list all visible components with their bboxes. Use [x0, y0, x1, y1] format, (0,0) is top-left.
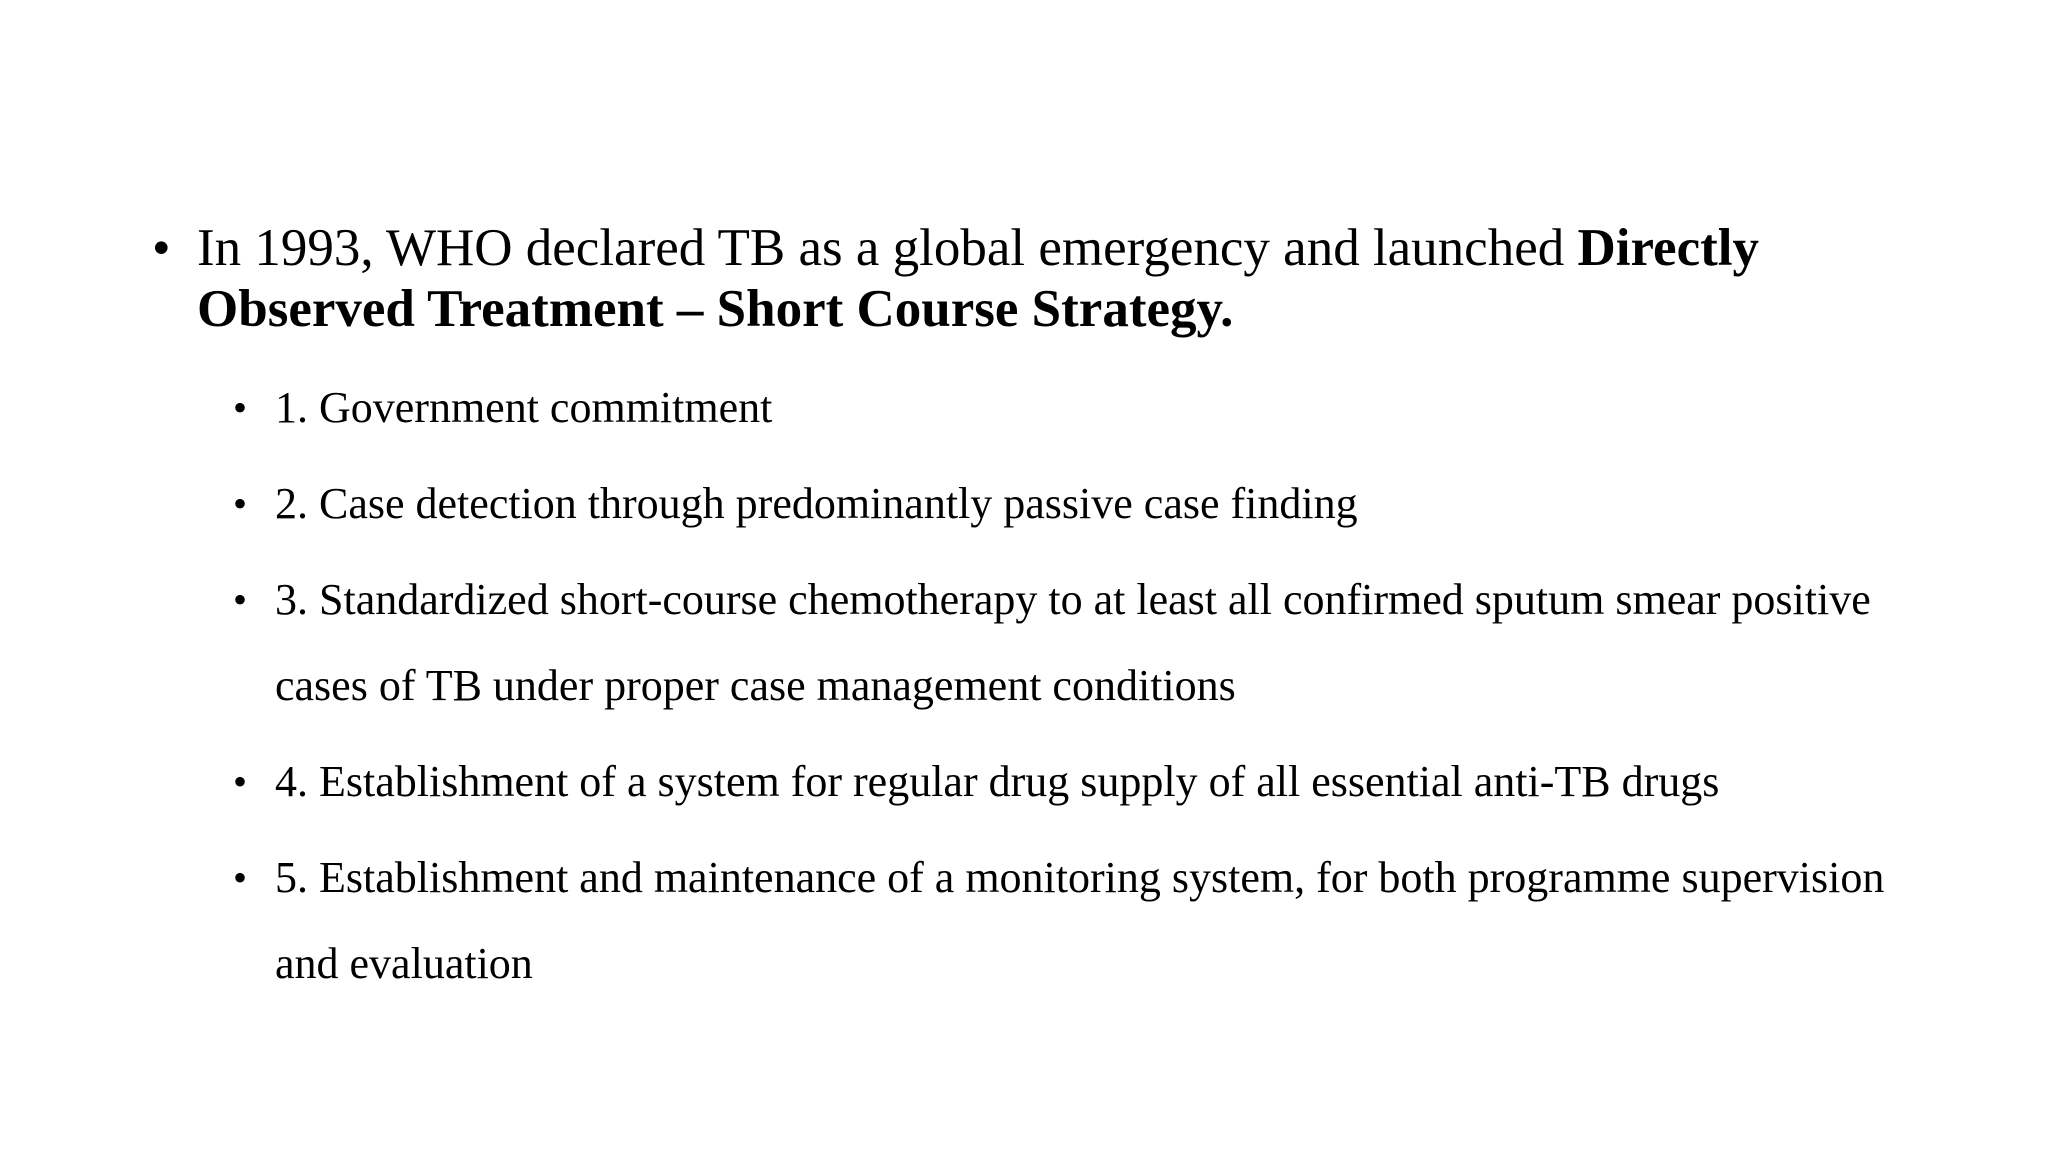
main-bullet-point	[150, 218, 1910, 340]
list-item	[150, 557, 1910, 729]
list-item-text: 5. Establishment and maintenance of a monitoring system, for both programme supervision and evaluation	[275, 853, 1885, 988]
bullet-dot: •	[233, 855, 248, 900]
bullet-dot: •	[152, 219, 171, 277]
bullet-dot: •	[233, 385, 248, 430]
main-point-text: In 1993, WHO declared TB as a global emergency and launched	[197, 219, 1578, 277]
bullet-dot: •	[233, 481, 248, 526]
list-item	[150, 461, 1910, 547]
main-point-bold-text: Directly Observed Treatment – Short Course Strategy.	[197, 219, 1759, 338]
list-item-text: 2. Case detection through predominantly passive case finding	[275, 479, 1358, 528]
slide-content	[150, 218, 1910, 1007]
dots-components-list	[150, 365, 1910, 1007]
bullet-dot: •	[233, 759, 248, 804]
list-item-text: 3. Standardized short-course chemotherapy to at least all confirmed sputum smear positive cases of TB under proper case management conditions	[275, 575, 1871, 710]
list-item	[150, 365, 1910, 451]
list-item-text: 4. Establishment of a system for regular drug supply of all essential anti-TB drugs	[275, 757, 1720, 806]
list-item	[150, 739, 1910, 825]
list-item-text: 1. Government commitment	[275, 383, 773, 432]
bullet-dot: •	[233, 577, 248, 622]
list-item	[150, 835, 1910, 1007]
